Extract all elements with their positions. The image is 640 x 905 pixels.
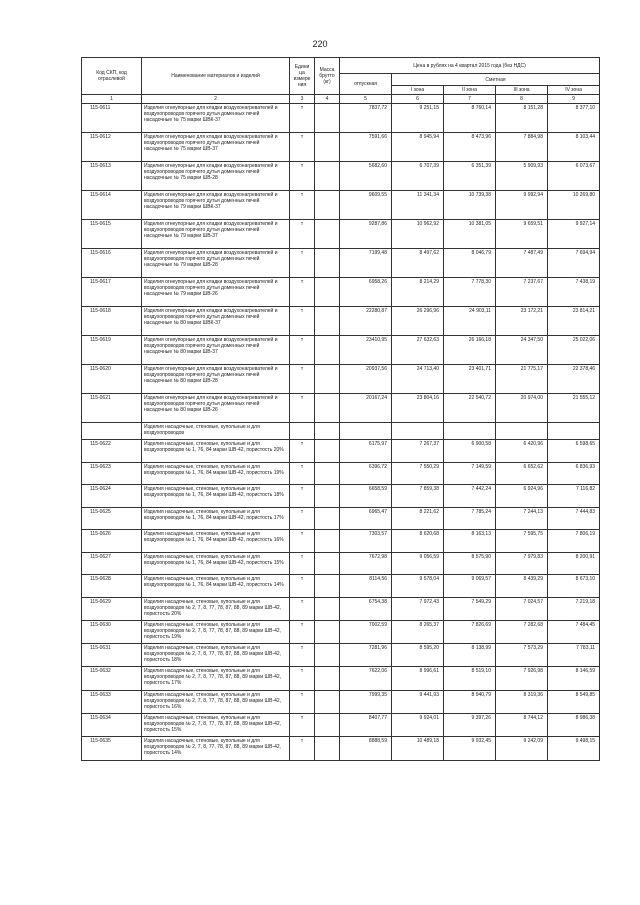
item-unit	[290, 423, 315, 440]
zone-4-price: 10 269,80	[548, 191, 600, 220]
zone-3-price: 23 172,21	[496, 307, 548, 336]
item-code: 115-0635	[82, 737, 142, 760]
release-price: 5682,60	[340, 162, 392, 191]
zone-2-price: 8 760,14	[444, 104, 496, 133]
release-price: 6958,26	[340, 278, 392, 307]
zone-1-price: 9 578,04	[392, 575, 444, 598]
zone-3-price: 8 744,12	[496, 713, 548, 736]
zone-2-price: 8 163,13	[444, 530, 496, 553]
table-row	[82, 713, 600, 736]
table-row	[82, 162, 600, 191]
item-unit: т	[290, 191, 315, 220]
release-price: 7303,57	[340, 530, 392, 553]
item-code: 115-0614	[82, 191, 142, 220]
header-zone-2: II зона	[444, 86, 496, 95]
zone-1-price: 9 251,15	[392, 104, 444, 133]
item-mass	[315, 191, 340, 220]
item-mass	[315, 644, 340, 667]
zone-2-price: 7 549,29	[444, 597, 496, 620]
item-code: 115-0619	[82, 336, 142, 365]
item-mass	[315, 462, 340, 485]
table-row	[82, 667, 600, 690]
zone-2-price: 22 540,72	[444, 394, 496, 423]
release-price: 8114,56	[340, 575, 392, 598]
item-code	[82, 423, 142, 440]
zone-3-price: 7 024,57	[496, 597, 548, 620]
item-name: Изделия огнеупорные для кладки воздухонагревателей и воздухопроводов горячего дутья доменных печей насадочные № 80 марки ШВ-37	[142, 336, 290, 365]
table-row	[82, 690, 600, 713]
item-name: Изделия насадочные, стеновые, купольные и для воздухопроводов № 2, 7, 8, 77, 78, 87, 88, 89 марки ШВ-42, пористость 17%	[142, 667, 290, 690]
item-name: Изделия насадочные, стеновые, купольные и для воздухопроводов № 1, 76, 84 марки ШВ-42, пористость 20%	[142, 440, 290, 463]
release-price: 6965,47	[340, 507, 392, 530]
item-unit: т	[290, 530, 315, 553]
item-unit: т	[290, 162, 315, 191]
column-number: 3	[290, 95, 315, 104]
release-price: 8888,59	[340, 737, 392, 760]
header-unit: Едини ца измере ния	[290, 58, 315, 95]
zone-1-price: 26 296,96	[392, 307, 444, 336]
item-mass	[315, 365, 340, 394]
zone-1-price: 8 595,20	[392, 644, 444, 667]
release-price: 7837,72	[340, 104, 392, 133]
header-mass: Масса брутто (кг)	[315, 58, 340, 95]
zone-2-price: 8 046,79	[444, 249, 496, 278]
column-number: 7	[444, 95, 496, 104]
zone-1-price: 8 945,94	[392, 133, 444, 162]
item-code: 115-0624	[82, 485, 142, 508]
table-row	[82, 220, 600, 249]
zone-4-price: 7 783,11	[548, 644, 600, 667]
item-name: Изделия огнеупорные для кладки воздухонагревателей и воздухопроводов горячего дутья доменных печей насадочные № 75 марки ШВ-28	[142, 162, 290, 191]
zone-1-price: 27 632,63	[392, 336, 444, 365]
column-number: 8	[496, 95, 548, 104]
zone-4-price: 7 806,19	[548, 530, 600, 553]
zone-2-price	[444, 423, 496, 440]
zone-4-price: 21 555,12	[548, 394, 600, 423]
table-row	[82, 507, 600, 530]
zone-2-price: 7 778,30	[444, 278, 496, 307]
item-unit: т	[290, 485, 315, 508]
price-table	[81, 57, 600, 761]
item-code: 115-0628	[82, 575, 142, 598]
table-row	[82, 394, 600, 423]
item-unit: т	[290, 133, 315, 162]
item-mass	[315, 104, 340, 133]
item-mass	[315, 162, 340, 191]
item-code: 115-0630	[82, 620, 142, 643]
table-row	[82, 307, 600, 336]
table-row	[82, 336, 600, 365]
header-name: Наименование материалов и изделий	[142, 58, 290, 95]
item-mass	[315, 552, 340, 575]
release-price: 20937,56	[340, 365, 392, 394]
zone-2-price: 10 739,38	[444, 191, 496, 220]
release-price: 22280,87	[340, 307, 392, 336]
zone-3-price: 9 242,09	[496, 737, 548, 760]
item-unit: т	[290, 644, 315, 667]
zone-3-price: 7 595,75	[496, 530, 548, 553]
release-price: 6754,38	[340, 597, 392, 620]
item-mass	[315, 220, 340, 249]
release-price: 8407,77	[340, 713, 392, 736]
item-code: 115-0625	[82, 507, 142, 530]
zone-3-price: 5 909,93	[496, 162, 548, 191]
item-unit: т	[290, 713, 315, 736]
item-name: Изделия огнеупорные для кладки воздухонагревателей и воздухопроводов горячего дутья доменных печей насадочные № 80 марки ШВ-26	[142, 394, 290, 423]
zone-1-price: 10 489,18	[392, 737, 444, 760]
column-number: 6	[392, 95, 444, 104]
header-price-group: Цена в рублях на 4 квартал 2015 года (без НДС)	[340, 58, 600, 74]
zone-3-price: 9 659,51	[496, 220, 548, 249]
zone-1-price: 24 713,40	[392, 365, 444, 394]
zone-2-price: 10 381,05	[444, 220, 496, 249]
item-name: Изделия насадочные, стеновые, купольные и для воздухопроводов	[142, 423, 290, 440]
zone-1-price: 7 550,29	[392, 462, 444, 485]
zone-3-price: 8 151,28	[496, 104, 548, 133]
item-unit: т	[290, 365, 315, 394]
zone-1-price: 7 267,37	[392, 440, 444, 463]
zone-4-price: 8 103,44	[548, 133, 600, 162]
column-number: 4	[315, 95, 340, 104]
item-name: Изделия насадочные, стеновые, купольные и для воздухопроводов № 1, 76, 84 марки ШВ-42, пористость 15%	[142, 552, 290, 575]
table-row	[82, 485, 600, 508]
item-unit: т	[290, 462, 315, 485]
zone-1-price: 8 265,37	[392, 620, 444, 643]
item-mass	[315, 278, 340, 307]
zone-4-price: 9 498,15	[548, 737, 600, 760]
release-price: 23410,95	[340, 336, 392, 365]
item-mass	[315, 394, 340, 423]
zone-3-price: 7 926,98	[496, 667, 548, 690]
zone-3-price: 7 237,67	[496, 278, 548, 307]
zone-3-price: 20 974,00	[496, 394, 548, 423]
zone-2-price: 23 401,71	[444, 365, 496, 394]
table-row	[82, 440, 600, 463]
release-price: 9609,55	[340, 191, 392, 220]
header-zone-3: III зона	[496, 86, 548, 95]
zone-4-price: 7 219,18	[548, 597, 600, 620]
table-row	[82, 644, 600, 667]
zone-2-price: 8 940,79	[444, 690, 496, 713]
table-row	[82, 462, 600, 485]
zone-4-price: 8 377,10	[548, 104, 600, 133]
zone-4-price: 23 814,21	[548, 307, 600, 336]
zone-4-price: 7 438,19	[548, 278, 600, 307]
item-mass	[315, 737, 340, 760]
zone-3-price: 7 573,29	[496, 644, 548, 667]
item-code: 115-0618	[82, 307, 142, 336]
table-row	[82, 737, 600, 760]
zone-2-price: 7 785,24	[444, 507, 496, 530]
zone-2-price: 8 473,96	[444, 133, 496, 162]
zone-1-price: 11 341,34	[392, 191, 444, 220]
item-name: Изделия насадочные, стеновые, купольные и для воздухопроводов № 2, 7, 8, 77, 78, 87, 88, 89 марки ШВ-42, пористость 19%	[142, 620, 290, 643]
item-name: Изделия насадочные, стеновые, купольные и для воздухопроводов № 1, 76, 84 марки ШВ-42, пористость 17%	[142, 507, 290, 530]
zone-1-price: 9 924,01	[392, 713, 444, 736]
item-unit: т	[290, 667, 315, 690]
item-code: 115-0615	[82, 220, 142, 249]
zone-1-price: 7 972,43	[392, 597, 444, 620]
zone-2-price: 7 442,24	[444, 485, 496, 508]
zone-4-price: 8 986,38	[548, 713, 600, 736]
zone-3-price	[496, 423, 548, 440]
item-unit: т	[290, 336, 315, 365]
header-release-price: отпускная	[340, 74, 392, 95]
item-name: Изделия насадочные, стеновые, купольные и для воздухопроводов № 1, 76, 84 марки ШВ-42, пористость 19%	[142, 462, 290, 485]
table-row	[82, 191, 600, 220]
table-row	[82, 249, 600, 278]
item-unit: т	[290, 394, 315, 423]
table-row	[82, 530, 600, 553]
zone-2-price: 7 826,69	[444, 620, 496, 643]
zone-1-price: 7 859,38	[392, 485, 444, 508]
item-mass	[315, 307, 340, 336]
zone-2-price: 26 166,18	[444, 336, 496, 365]
zone-3-price: 8 319,36	[496, 690, 548, 713]
column-number-row	[82, 95, 600, 104]
item-code: 115-0633	[82, 690, 142, 713]
release-price: 7199,48	[340, 249, 392, 278]
table-row	[82, 104, 600, 133]
release-price: 7002,59	[340, 620, 392, 643]
item-code: 115-0611	[82, 104, 142, 133]
item-name: Изделия огнеупорные для кладки воздухонагревателей и воздухопроводов горячего дутья доменных печей насадочные № 80 марки ШВ-28	[142, 365, 290, 394]
item-code: 115-0617	[82, 278, 142, 307]
item-code: 115-0623	[82, 462, 142, 485]
header-zone-4: IV зона	[548, 86, 600, 95]
zone-2-price: 6 351,39	[444, 162, 496, 191]
zone-2-price: 8 575,90	[444, 552, 496, 575]
item-code: 115-0622	[82, 440, 142, 463]
item-name: Изделия насадочные, стеновые, купольные и для воздухопроводов № 2, 7, 8, 77, 78, 87, 88, 89 марки ШВ-42, пористость 14%	[142, 737, 290, 760]
table-row	[82, 620, 600, 643]
release-price: 6658,59	[340, 485, 392, 508]
release-price: 7622,06	[340, 667, 392, 690]
item-unit: т	[290, 552, 315, 575]
zone-4-price: 7 116,82	[548, 485, 600, 508]
zone-4-price: 8 146,59	[548, 667, 600, 690]
zone-4-price: 9 927,14	[548, 220, 600, 249]
item-code: 115-0631	[82, 644, 142, 667]
table-row	[82, 597, 600, 620]
release-price: 7281,96	[340, 644, 392, 667]
release-price: 7591,66	[340, 133, 392, 162]
item-name: Изделия огнеупорные для кладки воздухонагревателей и воздухопроводов горячего дутья доменных печей насадочные № 75 марки ШВ-37	[142, 133, 290, 162]
table-row	[82, 575, 600, 598]
page-number: 220	[312, 39, 328, 49]
item-mass	[315, 690, 340, 713]
item-mass	[315, 530, 340, 553]
item-name: Изделия насадочные, стеновые, купольные и для воздухопроводов № 2, 7, 8, 77, 78, 87, 88, 89 марки ШВ-42, пористость 15%	[142, 713, 290, 736]
zone-1-price: 8 214,29	[392, 278, 444, 307]
item-code: 115-0613	[82, 162, 142, 191]
item-code: 115-0632	[82, 667, 142, 690]
item-code: 115-0634	[82, 713, 142, 736]
item-code: 115-0620	[82, 365, 142, 394]
column-number: 2	[142, 95, 290, 104]
zone-1-price	[392, 423, 444, 440]
item-mass	[315, 440, 340, 463]
item-mass	[315, 133, 340, 162]
zone-2-price: 6 900,58	[444, 440, 496, 463]
zone-4-price: 7 444,83	[548, 507, 600, 530]
item-name: Изделия насадочные, стеновые, купольные и для воздухопроводов № 2, 7, 8, 77, 78, 87, 88, 89 марки ШВ-42, пористость 20%	[142, 597, 290, 620]
item-unit: т	[290, 278, 315, 307]
item-unit: т	[290, 104, 315, 133]
item-code: 115-0616	[82, 249, 142, 278]
zone-3-price: 6 924,96	[496, 485, 548, 508]
item-name: Изделия огнеупорные для кладки воздухонагревателей и воздухопроводов горячего дутья доменных печей насадочные № 80 марки ШВК-37	[142, 307, 290, 336]
header-zone-1: I зона	[392, 86, 444, 95]
release-price: 7672,98	[340, 552, 392, 575]
zone-4-price	[548, 423, 600, 440]
zone-2-price: 7 149,59	[444, 462, 496, 485]
zone-4-price: 22 378,46	[548, 365, 600, 394]
item-mass	[315, 336, 340, 365]
zone-4-price: 8 549,85	[548, 690, 600, 713]
zone-4-price: 8 200,91	[548, 552, 600, 575]
column-number: 9	[548, 95, 600, 104]
release-price: 7999,35	[340, 690, 392, 713]
zone-4-price: 25 022,06	[548, 336, 600, 365]
zone-1-price: 9 441,93	[392, 690, 444, 713]
zone-4-price: 6 598,65	[548, 440, 600, 463]
item-unit: т	[290, 597, 315, 620]
item-mass	[315, 575, 340, 598]
item-unit: т	[290, 690, 315, 713]
zone-3-price: 21 775,17	[496, 365, 548, 394]
zone-2-price: 9 069,57	[444, 575, 496, 598]
zone-3-price: 8 439,29	[496, 575, 548, 598]
zone-4-price: 6 836,93	[548, 462, 600, 485]
zone-3-price: 7 282,68	[496, 620, 548, 643]
item-unit: т	[290, 440, 315, 463]
item-unit: т	[290, 737, 315, 760]
table-row	[82, 133, 600, 162]
release-price	[340, 423, 392, 440]
table-row	[82, 365, 600, 394]
header-estimate-price: Сметная	[392, 74, 600, 86]
zone-3-price: 6 420,96	[496, 440, 548, 463]
item-name: Изделия насадочные, стеновые, купольные и для воздухопроводов № 1, 76, 84 марки ШВ-42, пористость 14%	[142, 575, 290, 598]
zone-2-price: 24 903,11	[444, 307, 496, 336]
release-price: 20167,24	[340, 394, 392, 423]
item-unit: т	[290, 507, 315, 530]
item-name: Изделия насадочные, стеновые, купольные и для воздухопроводов № 2, 7, 8, 77, 78, 87, 88, 89 марки ШВ-42, пористость 18%	[142, 644, 290, 667]
item-name: Изделия огнеупорные для кладки воздухонагревателей и воздухопроводов горячего дутья доменных печей насадочные № 75 марки ШВК-37	[142, 104, 290, 133]
item-name: Изделия насадочные, стеновые, купольные и для воздухопроводов № 2, 7, 8, 77, 78, 87, 88, 89 марки ШВ-42, пористость 16%	[142, 690, 290, 713]
release-price: 9287,86	[340, 220, 392, 249]
item-unit: т	[290, 575, 315, 598]
item-unit: т	[290, 220, 315, 249]
item-code: 115-0629	[82, 597, 142, 620]
zone-1-price: 8 620,68	[392, 530, 444, 553]
item-unit: т	[290, 249, 315, 278]
table-group-row	[82, 423, 600, 440]
item-name: Изделия насадочные, стеновые, купольные и для воздухопроводов № 1, 76, 84 марки ШВ-42, пористость 16%	[142, 530, 290, 553]
zone-2-price: 9 932,45	[444, 737, 496, 760]
item-mass	[315, 423, 340, 440]
item-mass	[315, 597, 340, 620]
zone-1-price: 8 221,62	[392, 507, 444, 530]
table-row	[82, 552, 600, 575]
item-mass	[315, 667, 340, 690]
zone-4-price: 8 673,10	[548, 575, 600, 598]
column-number: 1	[82, 95, 142, 104]
item-unit: т	[290, 620, 315, 643]
column-number: 5	[340, 95, 392, 104]
item-unit: т	[290, 307, 315, 336]
item-name: Изделия огнеупорные для кладки воздухонагревателей и воздухопроводов горячего дутья доменных печей насадочные № 79 марки ШВ-28	[142, 249, 290, 278]
zone-4-price: 7 484,45	[548, 620, 600, 643]
zone-4-price: 7 694,94	[548, 249, 600, 278]
item-code: 115-0626	[82, 530, 142, 553]
table-body	[82, 104, 600, 761]
zone-1-price: 8 996,61	[392, 667, 444, 690]
item-code: 115-0612	[82, 133, 142, 162]
zone-1-price: 23 804,16	[392, 394, 444, 423]
zone-1-price: 9 056,59	[392, 552, 444, 575]
zone-3-price: 7 244,13	[496, 507, 548, 530]
item-code: 115-0627	[82, 552, 142, 575]
item-code: 115-0621	[82, 394, 142, 423]
zone-3-price: 24 347,50	[496, 336, 548, 365]
zone-2-price: 8 519,10	[444, 667, 496, 690]
item-mass	[315, 507, 340, 530]
zone-3-price: 7 487,49	[496, 249, 548, 278]
item-mass	[315, 249, 340, 278]
table-row	[82, 278, 600, 307]
item-name: Изделия огнеупорные для кладки воздухонагревателей и воздухопроводов горячего дутья доменных печей насадочные № 79 марки ШВ-26	[142, 278, 290, 307]
zone-1-price: 8 497,62	[392, 249, 444, 278]
zone-1-price: 6 707,39	[392, 162, 444, 191]
zone-3-price: 7 884,98	[496, 133, 548, 162]
release-price: 6396,72	[340, 462, 392, 485]
item-mass	[315, 620, 340, 643]
zone-3-price: 7 979,83	[496, 552, 548, 575]
item-name: Изделия огнеупорные для кладки воздухонагревателей и воздухопроводов горячего дутья доменных печей насадочные № 79 марки ШВК-37	[142, 191, 290, 220]
header-code: Код СКП, код отраслевой	[82, 58, 142, 95]
zone-3-price: 9 992,94	[496, 191, 548, 220]
release-price: 6175,97	[340, 440, 392, 463]
zone-2-price: 8 138,99	[444, 644, 496, 667]
zone-1-price: 10 962,92	[392, 220, 444, 249]
item-mass	[315, 713, 340, 736]
item-mass	[315, 485, 340, 508]
item-name: Изделия огнеупорные для кладки воздухонагревателей и воздухопроводов горячего дутья доменных печей насадочные № 79 марки ШВ-37	[142, 220, 290, 249]
zone-2-price: 9 397,26	[444, 713, 496, 736]
item-name: Изделия насадочные, стеновые, купольные и для воздухопроводов № 1, 76, 84 марки ШВ-42, пористость 18%	[142, 485, 290, 508]
zone-3-price: 6 652,62	[496, 462, 548, 485]
zone-4-price: 6 073,67	[548, 162, 600, 191]
